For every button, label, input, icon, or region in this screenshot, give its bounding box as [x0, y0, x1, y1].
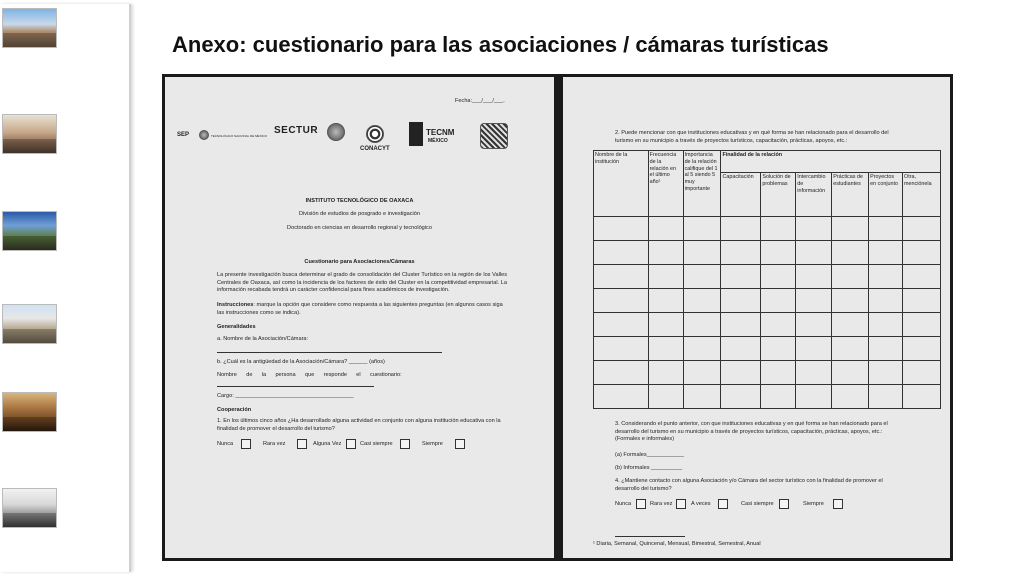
program-name: Doctorado en ciencias en desarrollo regional y tecnológico [287, 225, 432, 231]
q4-option-casi-siempre-checkbox[interactable] [779, 499, 789, 509]
table-cell[interactable] [796, 265, 832, 289]
table-cell[interactable] [761, 289, 796, 313]
conacyt-emblem-icon [366, 125, 384, 143]
table-row [594, 289, 941, 313]
table-cell[interactable] [761, 313, 796, 337]
table-cell[interactable] [683, 337, 721, 361]
division-name: División de estudios de posgrado e investigación [299, 211, 420, 217]
header-frequency: Frecuencia de la relación en el último año¹ [648, 151, 683, 217]
table-cell[interactable] [594, 385, 649, 409]
q4-option-siempre-label: Siempre [803, 501, 824, 507]
table-cell[interactable] [832, 361, 869, 385]
table-cell[interactable] [721, 241, 761, 265]
slide-thumbnail-strip [0, 4, 131, 572]
questionnaire-page-2 [563, 77, 950, 558]
table-cell[interactable] [869, 337, 903, 361]
table-row [594, 337, 941, 361]
table-row [594, 241, 941, 265]
tecnm-logo-subtitle: MÉXICO [428, 138, 448, 144]
slide-title: Anexo: cuestionario para las asociaciones / cámaras turísticas [172, 32, 829, 57]
table-row [594, 217, 941, 241]
table-cell[interactable] [869, 289, 903, 313]
table-cell[interactable] [796, 361, 832, 385]
table-cell[interactable] [648, 241, 683, 265]
q4-option-casi-siempre-label: Casi siempre [741, 501, 774, 507]
table-cell[interactable] [761, 217, 796, 241]
q4-option-siempre-checkbox[interactable] [833, 499, 843, 509]
header-solucion-problemas: Solución de problemas [761, 173, 796, 217]
table-cell[interactable] [683, 385, 721, 409]
table-cell[interactable] [648, 385, 683, 409]
respondent-name-label: Nombre de la persona que responde el cuestionario: [217, 372, 402, 378]
sep-logo-subtitle: TECNOLÓGICO NACIONAL DE MÉXICO [211, 134, 267, 138]
option-alguna-vez-checkbox[interactable] [346, 439, 356, 449]
question-2: 2. Puede mencionar con que instituciones educativas y en qué forma se han relacionado para el desarrollo del turismo en su municipio a través de proyectos turísticos, capacitación, prácticas, apoyos, etc.: [615, 130, 889, 144]
instructions-text: : marque la opción que considere como respuesta a las siguientes preguntas (en algunos casos siga las instrucciones como se indica). [217, 302, 503, 316]
table-cell[interactable] [721, 217, 761, 241]
table-cell[interactable] [648, 289, 683, 313]
instructions-label: Instrucciones [217, 302, 254, 308]
table-cell[interactable] [832, 313, 869, 337]
table-cell[interactable] [683, 217, 721, 241]
table-cell[interactable] [594, 241, 649, 265]
table-cell[interactable] [721, 313, 761, 337]
thumbnail-photo[interactable] [2, 392, 57, 432]
table-cell[interactable] [796, 385, 832, 409]
footnote: ¹ Diaria, Semanal, Quincenal, Mensual, Bimestral, Semestral, Anual [593, 541, 761, 547]
table-cell[interactable] [721, 265, 761, 289]
table-cell[interactable] [832, 385, 869, 409]
table-cell[interactable] [594, 337, 649, 361]
table-cell[interactable] [648, 313, 683, 337]
table-cell[interactable] [594, 289, 649, 313]
table-cell[interactable] [832, 217, 869, 241]
table-cell[interactable] [796, 313, 832, 337]
thumbnail-photo[interactable] [2, 8, 57, 48]
table-cell[interactable] [832, 241, 869, 265]
table-cell[interactable] [903, 313, 941, 337]
table-cell[interactable] [648, 337, 683, 361]
header-proyectos-conjunto: Proyectos en conjunto [869, 173, 903, 217]
option-siempre-label: Siempre [422, 441, 443, 447]
table-row [594, 385, 941, 409]
question-3-informales: (b) Informales __________ [615, 465, 683, 471]
table-cell[interactable] [683, 361, 721, 385]
table-cell[interactable] [683, 313, 721, 337]
table-cell[interactable] [594, 361, 649, 385]
mexico-seal-icon [327, 123, 345, 141]
tecnm-emblem-icon [409, 122, 423, 146]
header-importance: Importancia de la relación califique del 1 al 5 siendo 5 muy importante [683, 151, 721, 217]
table-cell[interactable] [721, 337, 761, 361]
table-cell[interactable] [796, 337, 832, 361]
table-cell[interactable] [648, 361, 683, 385]
institutions-table [593, 150, 941, 409]
table-cell[interactable] [761, 241, 796, 265]
cargo-field: Cargo: ______________________________________ [217, 393, 354, 399]
header-institution-name: Nombre de la institución [594, 151, 649, 217]
conacyt-logo: CONACYT [360, 146, 390, 152]
section-cooperacion: Cooperación [217, 407, 252, 413]
header-practicas-estudiantes: Prácticas de estudiantes [832, 173, 869, 217]
thumbnail-photo[interactable] [2, 211, 57, 251]
table-cell[interactable] [683, 289, 721, 313]
table-cell[interactable] [869, 217, 903, 241]
q4-option-nunca-label: Nunca [615, 501, 632, 507]
sectur-logo: SECTUR [274, 125, 319, 136]
date-field: Fecha:___/___/___. [455, 98, 505, 104]
header-otra: Otra, menciónela [903, 173, 941, 217]
q4-option-nunca-checkbox[interactable] [636, 499, 646, 509]
table-cell[interactable] [903, 265, 941, 289]
option-alguna-vez-label: Alguna Vez [313, 441, 342, 447]
question-b: b. ¿Cuál es la antigüedad de la Asociación/Cámara? ______ (años) [217, 359, 385, 365]
questionnaire-page-1 [165, 77, 554, 558]
question-a: a. Nombre de la Asociación/Cámara: [217, 336, 309, 342]
table-cell[interactable] [648, 217, 683, 241]
option-siempre-checkbox[interactable] [455, 439, 465, 449]
q4-option-rara-vez-label: Rara vez [650, 501, 673, 507]
table-cell[interactable] [761, 265, 796, 289]
table-cell[interactable] [869, 313, 903, 337]
table-cell[interactable] [796, 217, 832, 241]
instructions-paragraph [217, 302, 507, 317]
question-4: 4. ¿Mantiene contacto con alguna Asociación y/o Cámara del sector turístico con la finalidad de promover el desarrollo del turismo? [615, 478, 883, 492]
form-title: Cuestionario para Asociaciones/Cámaras [304, 259, 415, 265]
option-rara-vez-label: Rara vez [263, 441, 286, 447]
table-cell[interactable] [683, 265, 721, 289]
question-3: 3. Considerando el punto anterior, con que instituciones educativas y en qué forma se han relacionado para el desarrollo del turismo en su municipio a través de proyectos turísticos, capacitación, prácticas, apoyos, etc.: (Formales e informales) [615, 421, 888, 443]
answer-line[interactable] [217, 352, 442, 353]
table-cell[interactable] [903, 361, 941, 385]
document-scan [162, 74, 953, 561]
table-cell[interactable] [903, 337, 941, 361]
thumbnail-photo[interactable] [2, 304, 57, 344]
table-row [594, 265, 941, 289]
tecnm-logo: TECNM [426, 128, 455, 137]
table-cell[interactable] [903, 217, 941, 241]
intro-paragraph: La presente investigación busca determinar el grado de consolidación del Cluster Turístico en la región de los Valles Centrales de Oaxaca, así como la incidencia de los factores de éxito del Cluster en la competitividad empresarial. La información recabada tendrá un carácter confidencial para fines académicos de investigación. [217, 272, 507, 294]
q4-option-a-veces-label: A veces [691, 501, 711, 507]
table-cell[interactable] [761, 337, 796, 361]
table-cell[interactable] [594, 265, 649, 289]
option-rara-vez-checkbox[interactable] [297, 439, 307, 449]
table-cell[interactable] [796, 241, 832, 265]
header-capacitacion: Capacitación [721, 173, 761, 217]
thumbnail-photo[interactable] [2, 114, 57, 154]
header-intercambio-informacion: Intercambio de información [796, 173, 832, 217]
sep-logo: SEP [177, 132, 190, 138]
ito-shield-icon [480, 123, 508, 149]
table-cell[interactable] [903, 289, 941, 313]
table-row [594, 313, 941, 337]
q4-option-a-veces-checkbox[interactable] [718, 499, 728, 509]
table-row [594, 361, 941, 385]
table-cell[interactable] [869, 385, 903, 409]
footnote-separator [615, 536, 685, 537]
table-cell[interactable] [869, 361, 903, 385]
table-cell[interactable] [761, 361, 796, 385]
section-generalidades: Generalidades [217, 324, 256, 330]
table-cell[interactable] [832, 289, 869, 313]
table-cell[interactable] [869, 265, 903, 289]
option-casi-siempre-checkbox[interactable] [400, 439, 410, 449]
table-cell[interactable] [832, 265, 869, 289]
table-cell[interactable] [903, 385, 941, 409]
answer-line[interactable] [217, 386, 374, 387]
institution-name: INSTITUTO TECNOLÓGICO DE OAXACA [305, 198, 414, 204]
table-cell[interactable] [832, 337, 869, 361]
table-cell[interactable] [721, 385, 761, 409]
table-cell[interactable] [796, 289, 832, 313]
table-cell[interactable] [648, 265, 683, 289]
option-nunca-label: Nunca [217, 441, 234, 447]
option-nunca-checkbox[interactable] [241, 439, 251, 449]
table-cell[interactable] [594, 217, 649, 241]
question-3-formales: (a) Formales____________ [615, 452, 685, 458]
thumbnail-photo[interactable] [2, 488, 57, 528]
q4-option-rara-vez-checkbox[interactable] [676, 499, 686, 509]
table-cell[interactable] [869, 241, 903, 265]
table-cell[interactable] [761, 385, 796, 409]
table-cell[interactable] [903, 241, 941, 265]
table-cell[interactable] [683, 241, 721, 265]
header-purpose: Finalidad de la relación [721, 151, 941, 173]
table-cell[interactable] [721, 361, 761, 385]
table-cell[interactable] [594, 313, 649, 337]
mexico-seal-icon [199, 130, 209, 140]
question-1: 1. En los últimos cinco años ¿Ha desarrollado alguna actividad en conjunto con alguna institución educativa con la finalidad de promover el desarrollo del turismo? [217, 418, 501, 432]
option-casi-siempre-label: Casi siempre [360, 441, 393, 447]
table-cell[interactable] [721, 289, 761, 313]
